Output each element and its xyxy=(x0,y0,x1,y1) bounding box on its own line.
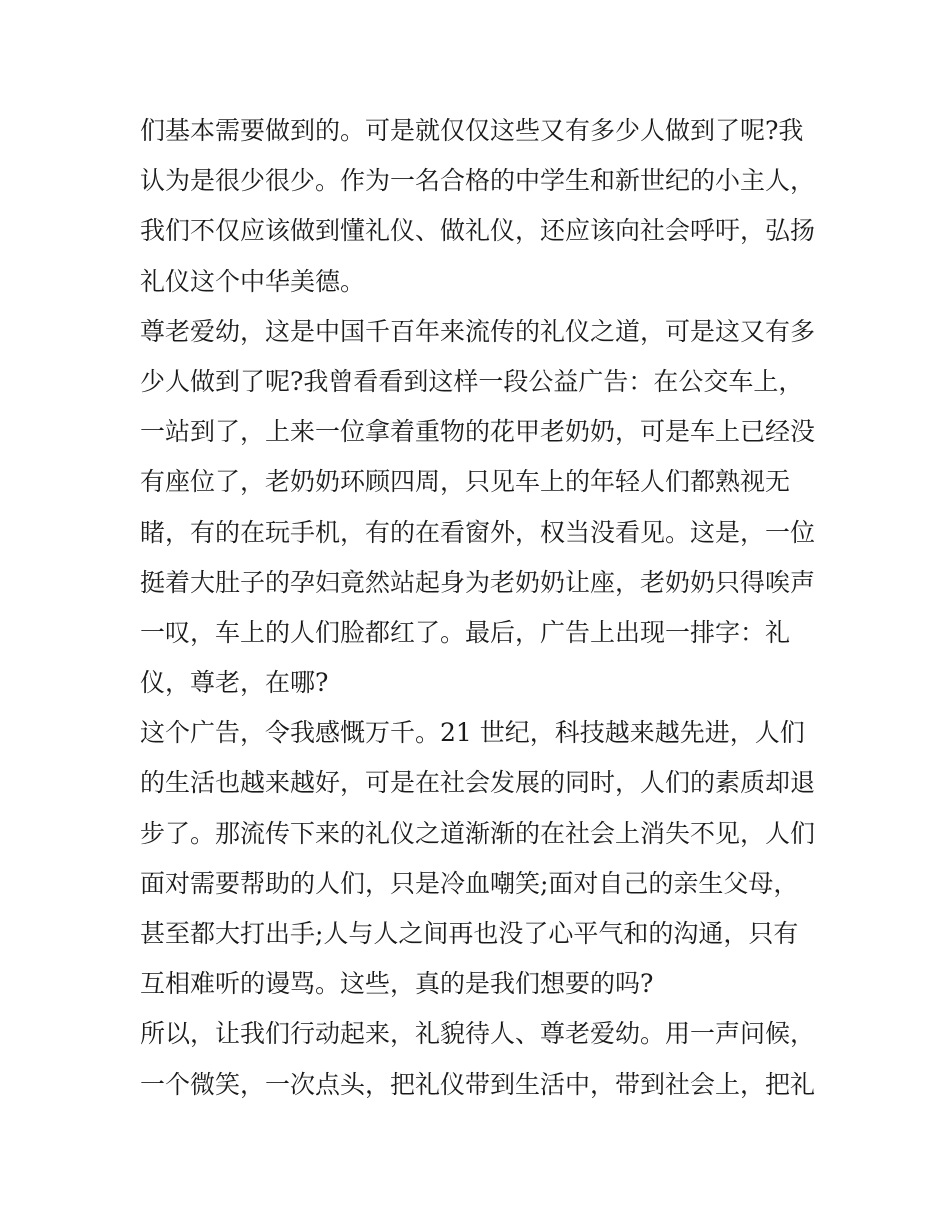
text-line-8: 有座位了，老奶奶环顾四周，只见车上的年轻人们都熟视无 xyxy=(140,467,791,497)
text-line-15: 步了。那流传下来的礼仪之道渐渐的在社会上消失不见，人们 xyxy=(140,818,816,848)
text-line-12: 仪，尊老，在哪? xyxy=(140,668,329,698)
body-text xyxy=(140,106,820,1110)
text-line-20: 一个微笑，一次点头，把礼仪带到生活中，带到社会上，把礼 xyxy=(140,1069,816,1099)
text-line-19: 所以，让我们行动起来，礼貌待人、尊老爱幼。用一声问候， xyxy=(140,1019,816,1049)
text-line-3: 我们不仅应该做到懂礼仪、做礼仪，还应该向社会呼吁，弘扬 xyxy=(140,216,816,246)
text-line-16: 面对需要帮助的人们，只是冷血嘲笑;面对自己的亲生父母， xyxy=(140,868,799,898)
text-line-18: 互相难听的谩骂。这些，真的是我们想要的吗? xyxy=(140,969,654,999)
text-line-2: 认为是很少很少。作为一名合格的中学生和新世纪的小主人， xyxy=(140,166,816,196)
text-line-13: 这个广告，令我感慨万千。21 世纪，科技越来越先进，人们 xyxy=(140,718,805,748)
text-line-5: 尊老爱幼，这是中国千百年来流传的礼仪之道，可是这又有多 xyxy=(140,316,816,346)
text-line-11: 一叹，车上的人们脸都红了。最后，广告上出现一排字：礼 xyxy=(140,617,791,647)
text-line-6: 少人做到了呢?我曾看看到这样一段公益广告：在公交车上， xyxy=(140,366,804,396)
text-line-17: 甚至都大打出手;人与人之间再也没了心平气和的沟通，只有 xyxy=(140,919,799,948)
text-line-7: 一站到了，上来一位拿着重物的花甲老奶奶，可是车上已经没 xyxy=(140,417,816,447)
text-line-14: 的生活也越来越好，可是在社会发展的同时，人们的素质却退 xyxy=(140,768,816,798)
text-line-1: 们基本需要做到的。可是就仅仅这些又有多少人做到了呢?我 xyxy=(140,116,804,145)
text-line-9: 睹，有的在玩手机，有的在看窗外，权当没看见。这是，一位 xyxy=(140,517,816,547)
text-line-10: 挺着大肚子的孕妇竟然站起身为老奶奶让座，老奶奶只得唉声 xyxy=(140,567,816,597)
text-line-4: 礼仪这个中华美德。 xyxy=(140,266,366,296)
